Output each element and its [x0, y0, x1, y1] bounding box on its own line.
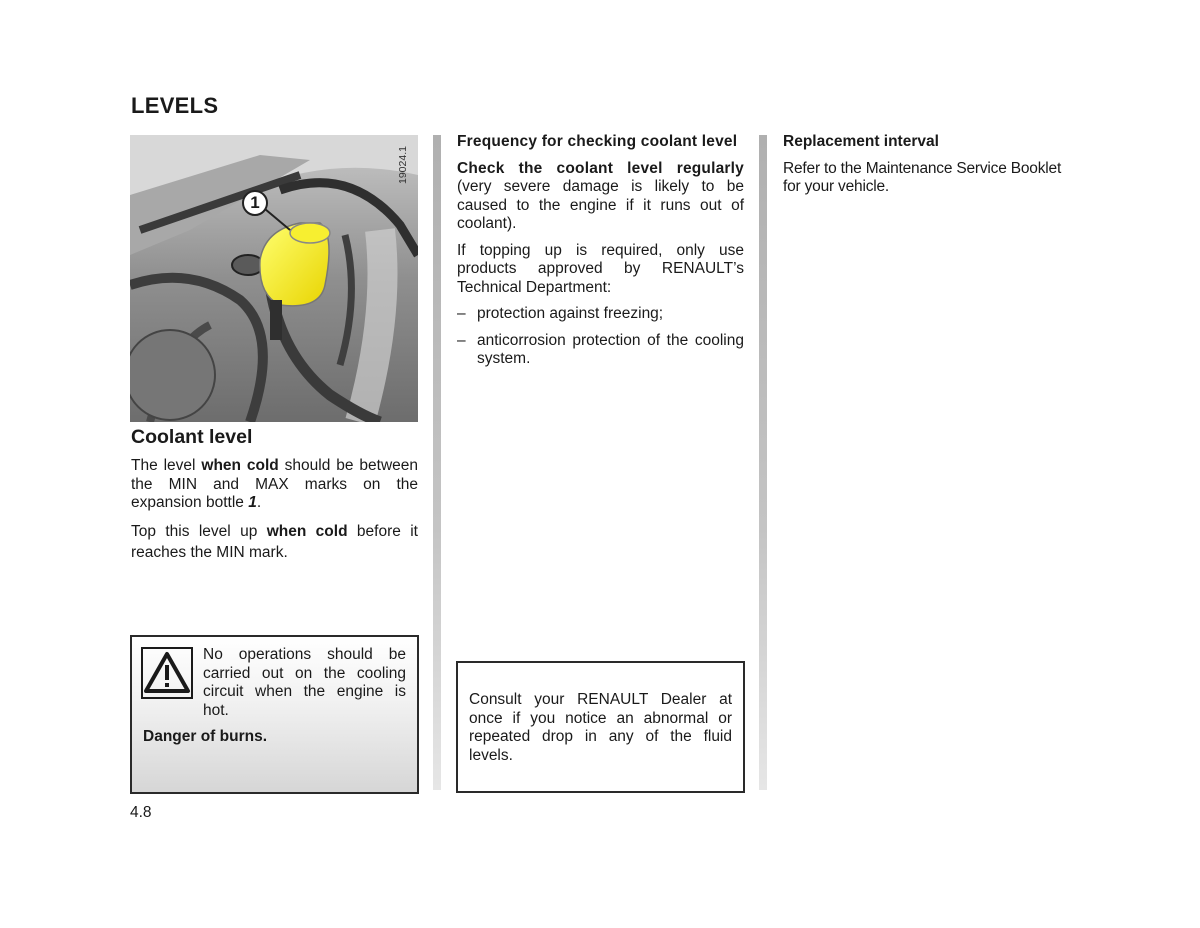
- replacement-section: [783, 133, 1073, 205]
- warning-triangle-icon: [141, 647, 193, 699]
- frequency-paragraph-1: Check the coolant level regularly (very severe damage is likely to be caused to the engine if it runs out of coolant).: [457, 159, 744, 232]
- dealer-note-box: [456, 661, 745, 793]
- column-divider-right: [759, 135, 767, 790]
- coolant-level-heading: Coolant level: [131, 426, 253, 448]
- frequency-paragraph-2: If topping up is required, only use products approved by RENAULT’s Technical Department:: [457, 241, 744, 296]
- engine-bay-photo: [130, 135, 418, 422]
- warning-danger-text: Danger of burns.: [143, 728, 268, 745]
- page-title: LEVELS: [131, 93, 219, 118]
- page-number: 4.8: [130, 804, 152, 821]
- replacement-text: Refer to the Maintenance Service Booklet for your vehicle.: [783, 159, 1062, 195]
- bullet-item: – anticorrosion protection of the cooling system.: [457, 331, 744, 367]
- dealer-note-text: Consult your RENAULT Dealer at once if you notice an abnormal or repeated drop in any of the fluid levels.: [469, 691, 732, 764]
- frequency-heading: Frequency for checking coolant level: [457, 133, 738, 150]
- replacement-heading: Replacement interval: [783, 133, 939, 150]
- coolant-level-text: [131, 457, 418, 571]
- column-divider-left: [433, 135, 441, 790]
- frequency-section: [457, 133, 744, 377]
- figure-code: 19024.1: [397, 146, 409, 184]
- coolant-paragraph-2: Top this level up when cold before it reaches the MIN mark.: [131, 522, 418, 561]
- warning-box: [130, 635, 419, 794]
- coolant-paragraph-1: The level when cold should be between the MIN and MAX marks on the expansion bottle 1.: [131, 457, 418, 511]
- callout-number: 1: [250, 193, 260, 212]
- bullet-item: – protection against freezing;: [457, 305, 664, 322]
- warning-text: No operations should be carried out on the cooling circuit when the engine is hot.: [203, 646, 406, 719]
